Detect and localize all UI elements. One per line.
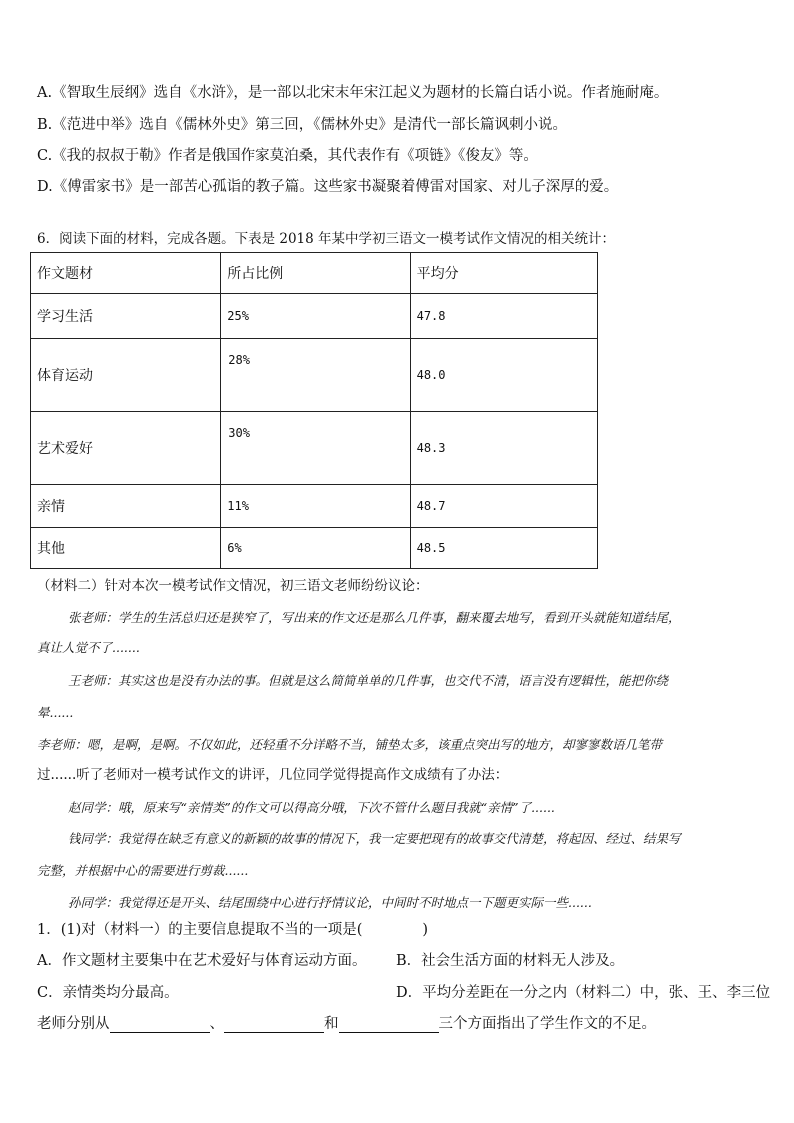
- option-c-prev: C.《我的叔叔于勒》作者是俄国作家莫泊桑，其代表作有《项链》《俊友》等。: [37, 148, 538, 164]
- header-cell: 所占比例: [221, 253, 410, 294]
- teacher-li-line2: 过......听了老师对一模考试作文的讲评，几位同学觉得提高作文成绩有了办法：: [37, 767, 509, 783]
- teacher-li-line1: 李老师：嗯，是啊，是啊。不仅如此，还轻重不分详略不当，铺垫太多，该重点突出写的地方，却寥寥数语几笔带: [37, 737, 663, 752]
- topic-cell: 亲情: [31, 485, 221, 528]
- student-sun: 孙同学：我觉得还是开头、结尾围绕中心进行抒情议论，中间时不时地点一下题更实际一些......: [68, 895, 592, 910]
- question-1-stem: [37, 921, 428, 939]
- answer-blank-2[interactable]: [224, 1018, 324, 1033]
- question-6-intro: 6．阅读下面的材料，完成各题。下表是 2018 年某中学初三语文一模考试作文情况的相关统计：: [37, 231, 616, 247]
- stats-table: [30, 252, 598, 569]
- header-cell: 作文题材: [31, 253, 221, 294]
- student-zhao: 赵同学：哦，原来写“亲情类”的作文可以得高分哦，下次不管什么题目我就“亲情”了......: [68, 800, 555, 815]
- header-cell: 平均分: [410, 253, 597, 294]
- option-a: A．作文题材主要集中在艺术爱好与体育运动方面。: [37, 953, 367, 969]
- option-a-prev: A.《智取生辰纲》选自《水浒》，是一部以北宋末年宋江起义为题材的长篇白话小说。作者施耐庵。: [37, 85, 669, 101]
- table-row: [31, 485, 598, 528]
- score-cell: 48.5: [410, 528, 597, 569]
- topic-cell: 体育运动: [31, 339, 221, 412]
- ratio-cell: 11%: [221, 485, 410, 528]
- score-cell: 48.0: [410, 339, 597, 412]
- score-cell: 48.3: [410, 412, 597, 485]
- teacher-zhang-line2: 真让人觉不了.......: [37, 640, 140, 655]
- ratio-value: 30%: [228, 426, 250, 440]
- table-row: [31, 294, 598, 339]
- material-2-title: （材料二）针对本次一模考试作文情况，初三语文老师纷纷议论：: [37, 578, 429, 594]
- topic-cell: 艺术爱好: [31, 412, 221, 485]
- ratio-cell: [221, 339, 410, 412]
- option-d-prev: D.《傅雷家书》是一部苦心孤诣的教子篇。这些家书凝聚着傅雷对国家、对儿子深厚的爱。: [37, 179, 619, 195]
- option-b-prev: B.《范进中举》选自《儒林外史》第三回，《儒林外史》是清代一部长篇讽刺小说。: [37, 117, 568, 133]
- table-row: [31, 339, 598, 412]
- teacher-wang-line2: 晕......: [37, 705, 74, 720]
- ratio-cell: 25%: [221, 294, 410, 339]
- q2-sep: 、: [209, 1016, 224, 1032]
- topic-cell: 其他: [31, 528, 221, 569]
- teacher-wang-line1: 王老师：其实这也是没有办法的事。但就是这么简简单单的几件事，也交代不清，语言没有逻辑性，能把你绕: [68, 673, 669, 688]
- ratio-cell: [221, 412, 410, 485]
- table-row: [31, 412, 598, 485]
- q2-prefix: 老师分别从: [37, 1016, 110, 1032]
- answer-blank-1[interactable]: [110, 1018, 210, 1033]
- score-cell: 47.8: [410, 294, 597, 339]
- question-2-line: [37, 1015, 656, 1033]
- student-qian-line1: 钱同学：我觉得在缺乏有意义的新颖的故事的情况下，我一定要把现有的故事交代清楚，将起因、经过、结果写: [68, 831, 681, 846]
- option-d: D．平均分差距在一分之内（材料二）中，张、王、李三位: [396, 985, 771, 1001]
- student-qian-line2: 完整，并根据中心的需要进行剪裁......: [37, 863, 249, 878]
- topic-cell: 学习生活: [31, 294, 221, 339]
- ratio-value: 28%: [228, 353, 250, 367]
- ratio-cell: 6%: [221, 528, 410, 569]
- q2-suffix: 三个方面指出了学生作文的不足。: [438, 1016, 656, 1032]
- table-row: [31, 528, 598, 569]
- option-c: C．亲情类均分最高。: [37, 985, 179, 1001]
- score-cell: 48.7: [410, 485, 597, 528]
- table-header-row: [31, 253, 598, 294]
- q2-and: 和: [324, 1016, 339, 1032]
- q1-stem-text: 1．(1)对（材料一）的主要信息提取不当的一项是(: [37, 922, 363, 938]
- answer-blank-3[interactable]: [339, 1018, 439, 1033]
- option-b: B．社会生活方面的材料无人涉及。: [396, 953, 625, 969]
- teacher-zhang-line1: 张老师：学生的生活总归还是狭窄了，写出来的作文还是那么几件事，翻来覆去地写，看到开头就能知道结尾，: [68, 610, 681, 625]
- q1-close: ): [422, 922, 429, 938]
